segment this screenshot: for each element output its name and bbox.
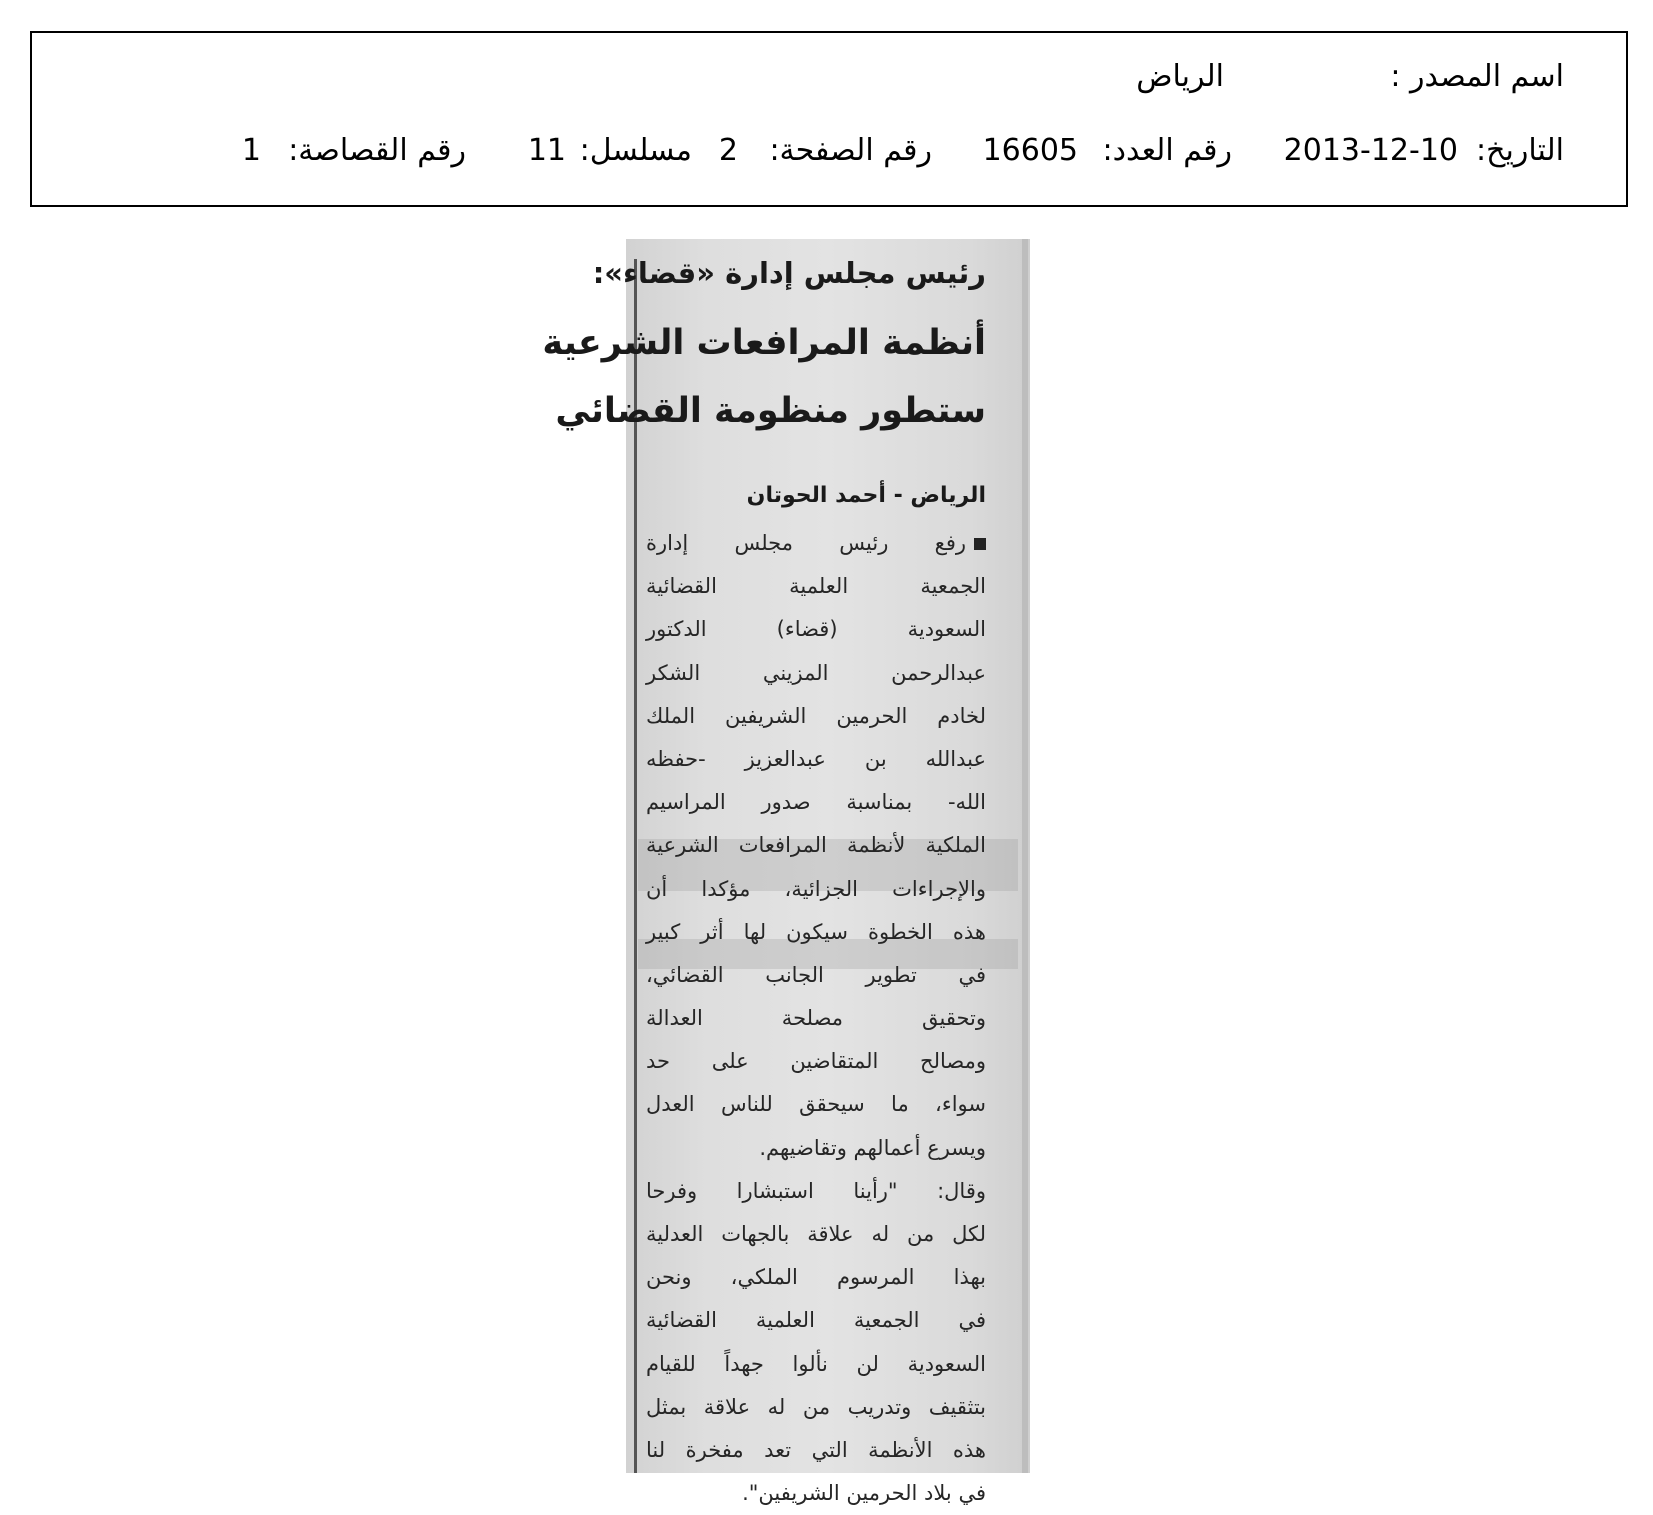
issue-number-value: 16605	[982, 133, 1078, 168]
page-number-label: رقم الصفحة:	[769, 133, 932, 168]
body-line: الله- بمناسبة صدور المراسيم	[646, 790, 986, 815]
serial-value: 11	[527, 133, 566, 168]
source-label: اسم المصدر :	[1390, 59, 1564, 94]
body-line: عبدالله بن عبدالعزيز -حفظه	[646, 746, 986, 771]
body-line: الجمعية العلمية القضائية	[646, 574, 986, 599]
body-line: السعودية (قضاء) الدكتور	[646, 617, 986, 642]
headline-line-2: ستطور منظومة القضائي	[555, 391, 986, 431]
clipping-number-label: رقم القصاصة:	[288, 133, 466, 168]
body-line: لكل من له علاقة بالجهات العدلية	[646, 1222, 986, 1246]
clipping-info-box	[30, 31, 1628, 207]
body-line: في الجمعية العلمية القضائية	[646, 1308, 986, 1333]
body-line	[646, 522, 986, 565]
body-line: هذه الخطوة سيكون لها أثر كبير	[646, 919, 986, 944]
body-line: في بلاد الحرمين الشريفين".	[742, 1481, 986, 1506]
date-label: التاريخ:	[1476, 133, 1564, 168]
body-line: الملكية لأنظمة المرافعات الشرعية	[646, 833, 986, 858]
bullet-square-icon	[974, 538, 986, 550]
body-line: ومصالح المتقاضين على حد	[646, 1049, 986, 1074]
body-line: لخادم الحرمين الشريفين الملك	[646, 703, 986, 728]
body-line: وقال: "رأينا استبشارا وفرحا	[646, 1178, 986, 1203]
body-line: السعودية لن نألوا جهداً للقيام	[646, 1351, 986, 1376]
body-line: سواء، ما سيحقق للناس العدل	[646, 1092, 986, 1117]
body-line: في تطوير الجانب القضائي،	[646, 962, 986, 987]
body-line: ويسرع أعمالهم وتقاضيهم.	[759, 1135, 986, 1160]
article-kicker: رئيس مجلس إدارة «قضاء»:	[592, 256, 986, 290]
serial-label: مسلسل:	[579, 133, 692, 168]
source-value: الرياض	[1136, 59, 1224, 94]
body-line: والإجراءات الجزائية، مؤكدا أن	[646, 876, 986, 901]
date-value: 2013-12-10	[1283, 133, 1458, 168]
body-line: عبدالرحمن المزيني الشكر	[646, 660, 986, 685]
scan-edge	[1022, 239, 1028, 1473]
body-line: وتحقيق مصلحة العدالة	[646, 1006, 986, 1031]
body-line: بهذا المرسوم الملكي، ونحن	[646, 1265, 986, 1290]
clipping-number-value: 1	[241, 133, 261, 168]
byline: الرياض - أحمد الحوتان	[746, 483, 986, 508]
newspaper-clipping	[542, 239, 1030, 1506]
body-line: هذه الأنظمة التي تعد مفخرة لنا	[646, 1437, 986, 1462]
headline-line-1: أنظمة المرافعات الشرعية	[542, 323, 986, 363]
page-number-value: 2	[718, 133, 738, 168]
column-rule	[634, 259, 637, 1473]
issue-number-label: رقم العدد:	[1102, 133, 1232, 168]
body-line-text: رفع رئيس مجلس إدارة	[646, 531, 966, 555]
article-body	[646, 522, 986, 1515]
body-line: بتثقيف وتدريب من له علاقة بمثل	[646, 1394, 986, 1419]
